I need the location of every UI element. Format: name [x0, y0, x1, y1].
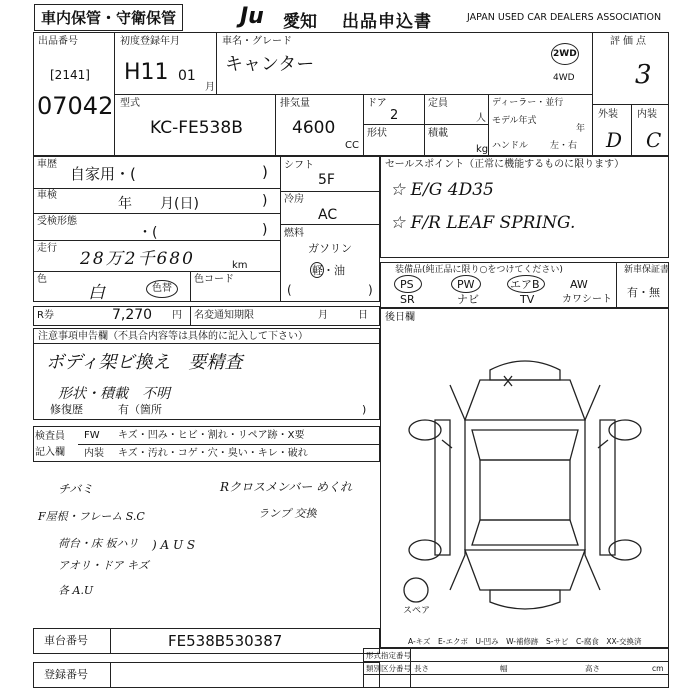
inspection-value: 年 月(日)	[118, 196, 199, 212]
repair-history-close: )	[362, 403, 367, 416]
receipt-close: )	[262, 222, 268, 238]
rating-label: 評価点	[610, 36, 649, 47]
lot-number: 07042	[37, 92, 114, 120]
displacement-value: 4600	[292, 118, 336, 138]
equip-tv: TV	[520, 293, 535, 306]
color-change: 色替	[152, 283, 172, 294]
memo-line-3: F屋根・フレーム S.C	[38, 510, 145, 523]
damage-legend: A-キズ E-エクボ U-凹み W-補修跡 S-サビ C-腐食 XX-交換済	[408, 637, 642, 646]
ju-logo: Ju	[240, 4, 264, 29]
fuel-options: 軽・油	[312, 264, 345, 277]
load-label: 積載	[428, 128, 448, 139]
receipt-label: 受検形態	[37, 216, 77, 227]
color-value: 白	[88, 283, 105, 303]
doors-label: ドア	[367, 98, 387, 109]
drive-4wd: 4WD	[553, 73, 575, 83]
capacity-unit: 人	[476, 113, 486, 124]
shape-label: 形状	[367, 128, 387, 139]
dim-unit: cm	[652, 664, 664, 673]
tax-month: 月	[318, 310, 328, 321]
interior-label: 内装	[637, 109, 657, 120]
memo-line-4: ランプ 交換	[258, 507, 317, 520]
lot-sub-number: [2141]	[50, 68, 90, 82]
capacity-label: 定員	[428, 98, 448, 109]
fuel-label: 燃料	[284, 228, 304, 239]
history-label: 車歴	[37, 159, 57, 170]
handle-label: ハンドル	[492, 141, 529, 151]
equip-aw: AW	[570, 278, 588, 291]
memo-line-5: 荷台・床 板ハリ	[58, 537, 139, 550]
mileage-value: 28万2千680	[80, 249, 195, 269]
model-year-unit: 年	[576, 124, 586, 134]
model-code: KC-FE538B	[150, 118, 243, 138]
name-grade-label: 車名・グレード	[222, 36, 292, 47]
shift-label: シフト	[284, 160, 314, 171]
receipt-value: ・(	[138, 225, 158, 241]
association-name: JAPAN USED CAR DEALERS ASSOCIATION	[467, 12, 662, 23]
rating-score: 3	[635, 60, 652, 90]
aircon-value: AC	[318, 207, 338, 223]
interior-items: キズ・汚れ・コゲ・穴・臭い・キレ・破れ	[118, 448, 308, 459]
memo-line-8: 各 A.U	[58, 584, 94, 597]
lot-number-label: 出品番号	[38, 36, 78, 47]
era-year: H11	[124, 60, 169, 85]
model-label: 型式	[120, 98, 140, 109]
memo-line-7: アオリ・ドア キズ	[58, 559, 149, 572]
equip-airbag: エアB	[510, 278, 540, 291]
plate-label: 登録番号	[44, 668, 88, 681]
form-title: 出品申込書	[342, 12, 432, 32]
doors-value: 2	[390, 108, 399, 123]
displacement-label: 排気量	[280, 98, 310, 109]
aircon-label: 冷房	[284, 194, 304, 205]
repair-history-label: 修復歴	[50, 403, 83, 416]
color-code-label: 色コード	[194, 274, 234, 285]
exterior-label: 外装	[598, 109, 618, 120]
chassis-number: FE538B530387	[168, 632, 283, 650]
class-number-label: 類別区分番号	[366, 664, 411, 673]
after-date-label: 後日欄	[385, 312, 415, 323]
inspection-label: 車検	[37, 190, 57, 201]
equip-ps: PS	[400, 278, 414, 291]
type-number-label: 形式指定番号	[366, 651, 411, 660]
equip-navi: ナビ	[457, 293, 479, 306]
width-label: 幅	[500, 664, 508, 673]
interior-grade: C	[646, 128, 662, 152]
chassis-label: 車台番号	[44, 634, 88, 647]
drive-2wd: 2WD	[553, 49, 577, 59]
fuel-value: ガソリン	[308, 242, 352, 255]
height-label: 高さ	[585, 664, 600, 673]
storage-type-title: 車内保管・守衛保管	[34, 4, 183, 31]
spare-tire-label: スペア	[403, 606, 431, 616]
dealer-label: ディーラー・並行	[492, 98, 564, 108]
equipment-label: 装備品(純正品に限り○をつけてください)	[395, 265, 563, 275]
reg-month: 01	[178, 68, 196, 84]
tax-day: 日	[358, 310, 368, 321]
equip-pw: PW	[457, 278, 475, 291]
memo-line-2: Rクロスメンバー めくれ	[220, 480, 353, 494]
fw-items: キズ・凹み・ヒビ・割れ・リペア跡・X要	[118, 430, 305, 441]
reg-month-unit: 月	[205, 82, 215, 93]
new-warranty-label: 新車保証書	[624, 265, 670, 275]
car-name: キャンター	[225, 54, 315, 75]
equip-sr: SR	[400, 293, 415, 306]
warranty-options: 有・無	[627, 286, 660, 299]
car-body-diagram	[380, 340, 669, 630]
inspector-entry-label: 記入欄	[35, 447, 65, 458]
tax-deadline-label: 名変通知期限	[194, 310, 254, 321]
length-label: 長さ	[414, 664, 429, 673]
recycle-label: R券	[37, 310, 54, 321]
selling-points-box	[380, 156, 669, 258]
notes-label: 注意事項申告欄（不具合内容等は具体的に記入して下さい）	[38, 331, 308, 342]
note-line-2: 形状・積載 不明	[58, 386, 170, 402]
interior-items-label: 内装	[84, 448, 104, 459]
note-line-1: ボディ架ビ換え 要精査	[46, 352, 243, 373]
recycle-amount: 7,270	[112, 307, 153, 323]
repair-history-value: 有（箇所	[118, 403, 162, 416]
inspector-label: 検査員	[35, 431, 65, 442]
fw-label: FW	[84, 430, 100, 441]
brand-aichi: 愛知	[283, 12, 317, 32]
shift-value: 5F	[318, 172, 335, 188]
exterior-grade: D	[606, 128, 623, 152]
memo-line-6: ) A U S	[152, 538, 196, 552]
usage-value: 自家用・(	[70, 165, 136, 183]
mileage-unit: km	[232, 260, 248, 271]
model-year-label: モデル年式	[492, 116, 537, 126]
selling-point-2: ☆ F/R LEAF SPRING.	[390, 213, 576, 233]
first-registration-label: 初度登録年月	[120, 36, 180, 47]
usage-close: )	[262, 163, 268, 181]
equip-leather: カワシート	[562, 294, 612, 305]
selling-points-label: セールスポイント（正常に機能するものに限ります）	[385, 159, 625, 170]
inspection-close: )	[262, 193, 268, 209]
recycle-unit: 円	[172, 310, 182, 321]
mileage-label: 走行	[37, 243, 57, 254]
color-label: 色	[37, 274, 47, 285]
displacement-unit: CC	[345, 140, 359, 151]
handle-options: 左・右	[550, 141, 578, 151]
load-unit: kg	[476, 144, 489, 155]
selling-point-1: ☆ E/G 4D35	[390, 180, 494, 200]
memo-line-1: チバミ	[58, 482, 94, 496]
